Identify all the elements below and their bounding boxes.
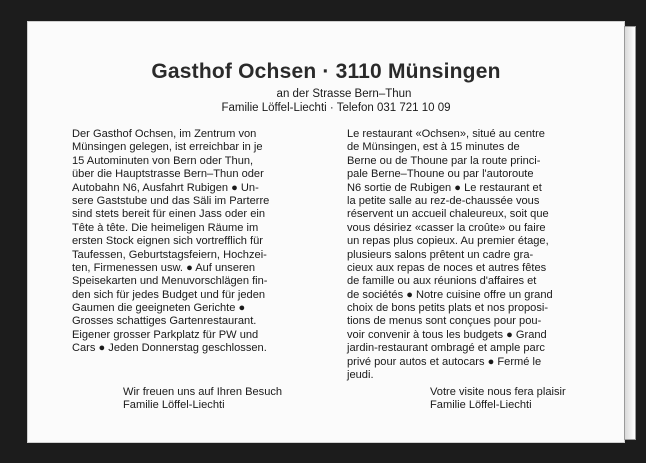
text-line: 15 Autominuten von Bern oder Thun, [72, 154, 254, 167]
text-line: ten, Firmenessen usw. ● Auf unseren [72, 261, 256, 274]
text-line: la petite salle au rez-de-chaussée vous [347, 194, 540, 207]
business-name: Gasthof Ochsen [151, 60, 317, 83]
text-line: Berne ou de Thoune par la route princi- [347, 154, 541, 167]
text-line: réservent un accueil chaleureux, soit que [347, 208, 549, 221]
text-line: Autobahn N6, Ausfahrt Rubigen ● Un- [72, 181, 259, 194]
postcard [28, 22, 624, 442]
french-family-name: Familie Löffel-Liechti [430, 399, 532, 412]
french-closing: Votre visite nous fera plaisir [430, 386, 566, 398]
text-line: sere Gaststube und das Säli im Parterre [72, 194, 270, 207]
page-title [28, 60, 624, 84]
text-line: de Münsingen, est à 15 minutes de [347, 141, 520, 154]
text-line: pale Berne–Thoune ou par l'autoroute [347, 168, 534, 181]
text-line: Münsingen gelegen, ist erreichbar in je [72, 141, 263, 154]
text-line: Speisekarten und Menuvorschlägen fin- [72, 275, 268, 288]
road-line: an der Strasse Bern–Thun [276, 88, 412, 100]
text-line: über die Hauptstrasse Bern–Thun oder [72, 168, 264, 181]
text-line: Der Gasthof Ochsen, im Zentrum von [72, 128, 257, 140]
text-line: Taufessen, Geburtstagsfeiern, Hochzei- [72, 248, 267, 261]
text-line: plusieurs salons prêtent un cadre gra- [347, 248, 534, 261]
text-line: jeudi. [347, 369, 374, 382]
text-line: den sich für jedes Budget und für jeden [72, 288, 266, 301]
business-place: 3110 Münsingen [335, 60, 501, 83]
text-line: cieux aux repas de noces et autres fêtes [347, 261, 547, 274]
german-closing: Wir freuen uns auf Ihren Besuch [123, 386, 283, 398]
german-signature [123, 386, 282, 413]
text-line: Cars ● Jeden Donnerstag geschlossen. [72, 342, 267, 355]
german-text [72, 128, 314, 356]
text-line: ersten Stock eignen sich vortrefflich für [72, 235, 263, 248]
text-line: un repas plus copieux. Au premier étage, [347, 235, 549, 248]
text-line: Gaumen die geeigneten Gerichte ● [72, 302, 246, 315]
french-text [347, 128, 597, 382]
text-line: de famille ou aux réunions d'affaires et [347, 275, 537, 288]
text-line: sind stets bereit für einen Jass oder ein [72, 208, 266, 221]
text-line: jardin-restaurant ombragé et ample parc [347, 342, 545, 355]
text-line: de sociétés ● Notre cuisine offre un grand [347, 288, 553, 301]
text-line: Le restaurant «Ochsen», situé au centre [347, 128, 545, 140]
text-line: voir convenir à tous les budgets ● Grand [347, 328, 547, 341]
text-line: vous désiriez «casser la croûte» ou faire [347, 221, 546, 234]
text-line: Grosses schattiges Gartenrestaurant. [72, 315, 257, 328]
text-line: choix de bons petits plats et nos proposi- [347, 302, 549, 315]
text-line: N6 sortie de Rubigen ● Le restaurant et [347, 181, 542, 194]
text-line: Tête à tête. Die heimeligen Räume im [72, 221, 259, 234]
title-separator: · [322, 60, 330, 83]
text-line: Eigener grosser Parkplatz für PW und [72, 328, 259, 341]
family-phone-line: Familie Löffel-Liechti · Telefon 031 721 10 09 [221, 102, 451, 114]
german-family-name: Familie Löffel-Liechti [123, 399, 225, 412]
french-signature [430, 386, 566, 413]
text-line: privé pour autos et autocars ● Fermé le [347, 355, 542, 368]
text-line: tions de menus sont conçues pour pou- [347, 315, 542, 328]
